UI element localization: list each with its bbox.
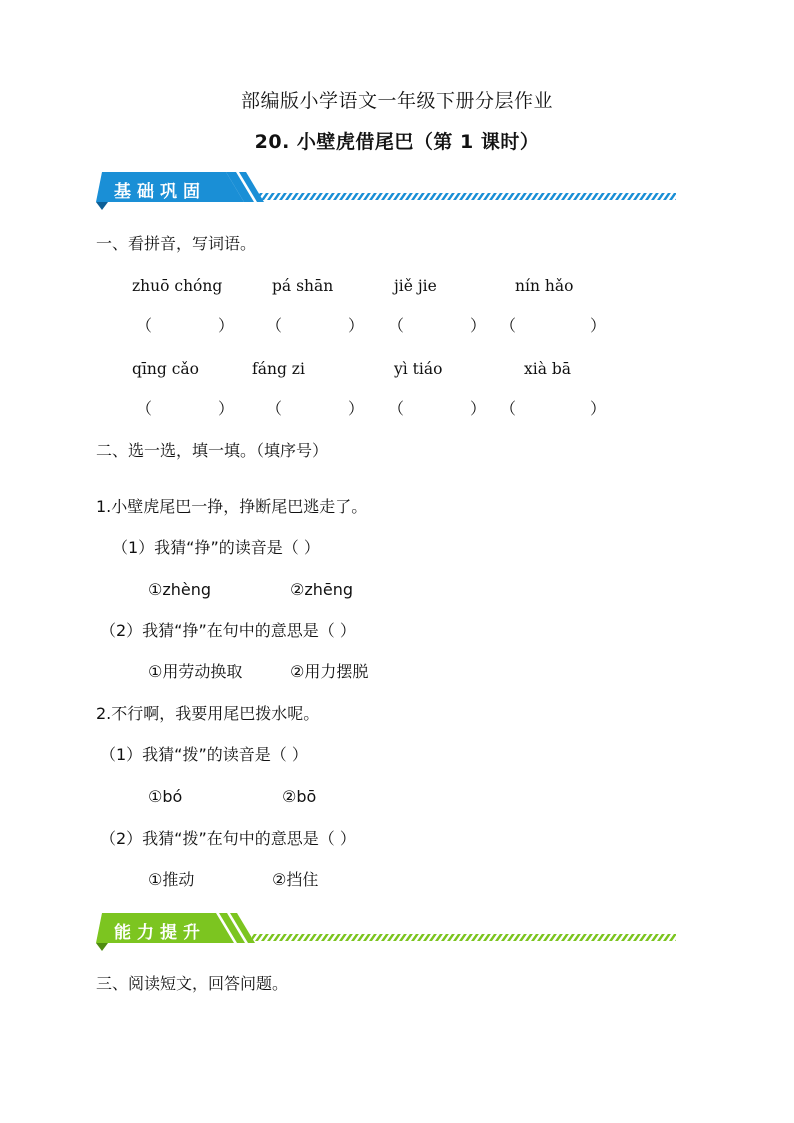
q2-item2-opt2b: ②挡住 <box>272 870 319 889</box>
q2-item2-opt1b: ②bō <box>282 787 317 806</box>
q2-item2-sub2: （2）我猜“拨”在句中的意思是（ ） <box>100 829 356 848</box>
answer-blank-open: （ <box>500 316 517 335</box>
answer-blank-open: （ <box>136 316 153 335</box>
answer-blank-close: ） <box>218 399 235 418</box>
answer-blank-close: ） <box>590 316 607 335</box>
q1-heading: 一、看拼音，写词语。 <box>96 234 257 253</box>
answer-blank-close: ） <box>590 399 607 418</box>
answer-blank-close: ） <box>218 316 235 335</box>
q2-item1-opt2a: ①用劳动换取 <box>148 662 243 681</box>
q2-item1-sentence: 1.小壁虎尾巴一挣，挣断尾巴逃走了。 <box>96 497 368 516</box>
answer-blank-open: （ <box>388 316 405 335</box>
section-label: 能力提升 <box>114 923 206 943</box>
q2-item1-opt1b: ②zhēng <box>290 580 354 599</box>
pinyin-7: yì tiáo <box>394 360 443 378</box>
answer-blank-open: （ <box>136 399 153 418</box>
q2-item1-sub2: （2）我猜“挣”在句中的意思是（ ） <box>100 621 356 640</box>
answer-blank-close: ） <box>470 316 487 335</box>
answer-blank-open: （ <box>388 399 405 418</box>
answer-blank-close: ） <box>470 399 487 418</box>
pinyin-1: zhuō chóng <box>132 277 223 295</box>
q2-item2-sub1: （1）我猜“拨”的读音是（ ） <box>100 745 308 764</box>
answer-blank-close: ） <box>348 316 365 335</box>
section-banner-advanced <box>96 911 676 951</box>
q2-item2-opt2a: ①推动 <box>148 870 195 889</box>
answer-blank-open: （ <box>500 399 517 418</box>
section-banner-basic <box>96 170 676 210</box>
q2-item1-sub1: （1）我猜“挣”的读音是（ ） <box>112 538 320 557</box>
q2-item2-sentence: 2.不行啊，我要用尾巴拨水呢。 <box>96 704 320 723</box>
pinyin-5: qīng cǎo <box>132 360 199 378</box>
answer-blank-close: ） <box>348 399 365 418</box>
answer-blank-open: （ <box>266 399 283 418</box>
book-title: 部编版小学语文一年级下册分层作业 <box>240 90 553 112</box>
answer-blank-open: （ <box>266 316 283 335</box>
q2-item1-opt1a: ①zhèng <box>148 580 212 599</box>
q2-heading: 二、选一选，填一填。（填序号） <box>96 441 329 460</box>
pinyin-3: jiě jie <box>394 277 437 295</box>
section-label: 基础巩固 <box>114 182 206 202</box>
q3-heading: 三、阅读短文，回答问题。 <box>96 974 289 993</box>
pinyin-4: nín hǎo <box>515 277 574 295</box>
pinyin-2: pá shān <box>272 277 334 295</box>
q2-item2-opt1a: ①bó <box>148 787 183 806</box>
pinyin-6: fáng zi <box>252 360 305 378</box>
q2-item1-opt2b: ②用力摆脱 <box>290 662 369 681</box>
lesson-title: 20. 小壁虎借尾巴（第 1 课时） <box>254 131 540 153</box>
pinyin-8: xià bā <box>524 360 572 378</box>
